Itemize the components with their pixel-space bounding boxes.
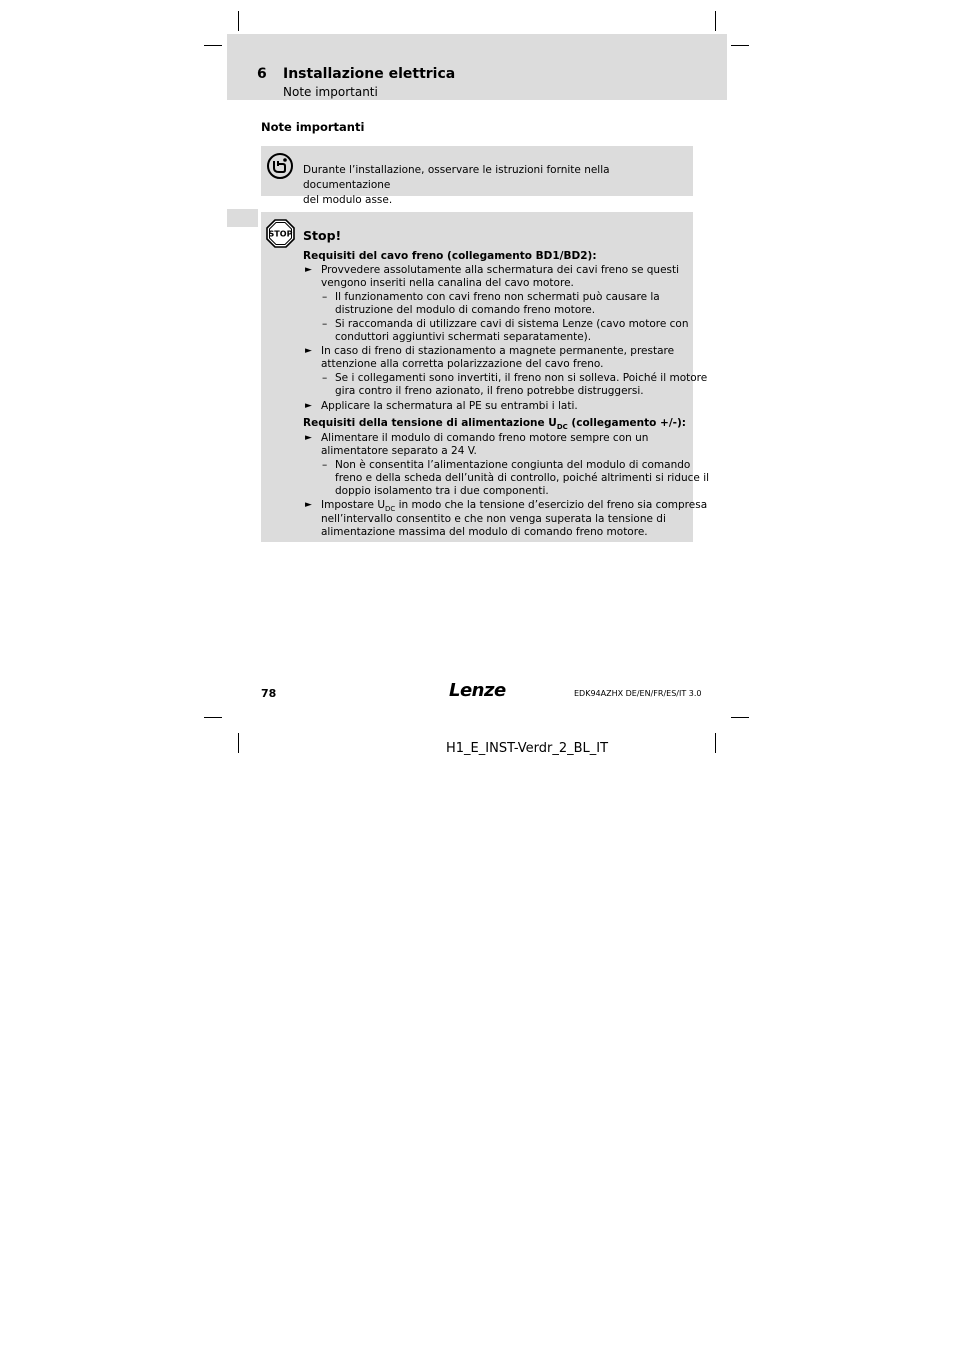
crop-mark xyxy=(715,733,716,753)
list-item-text: In caso di freno di stazionamento a magnete permanente, prestare xyxy=(321,345,675,357)
list-item-text: Applicare la schermatura al PE su entrambi i lati. xyxy=(321,400,578,412)
stop-title: Stop! xyxy=(303,228,342,243)
crop-mark xyxy=(731,717,749,718)
heading-text: Requisiti della tensione di alimentazione U xyxy=(303,417,557,429)
requirements-heading-brake-cable: Requisiti del cavo freno (collegamento BD1/BD2): xyxy=(303,250,597,262)
document-code: EDK94AZHX DE/EN/FR/ES/IT 3.0 xyxy=(574,689,702,698)
list-item-text: alimentatore separato a 24 V. xyxy=(321,445,477,457)
sub-item-text: Non è consentita l’alimentazione congiunta del modulo di comando xyxy=(335,459,691,471)
bullet-marker: ► xyxy=(305,433,312,443)
list-item-text: vengono inseriti nella canalina del cavo motore. xyxy=(321,277,574,289)
item-text: in modo che la tensione d’esercizio del freno sia compresa xyxy=(395,499,708,511)
dash-marker: – xyxy=(322,318,328,330)
crop-mark xyxy=(238,11,239,31)
bullet-marker: ► xyxy=(305,500,312,510)
crop-mark xyxy=(204,45,222,46)
sub-item-text: Si raccomanda di utilizzare cavi di sistema Lenze (cavo motore con xyxy=(335,318,689,330)
hand-pointing-info-icon xyxy=(266,152,294,180)
dash-marker: – xyxy=(322,291,328,303)
sub-item-text: doppio isolamento tra i due componenti. xyxy=(335,485,549,497)
sub-item-text: distruzione del modulo di comando freno motore. xyxy=(335,304,596,316)
list-item-text: attenzione alla corretta polarizzazione del cavo freno. xyxy=(321,358,604,370)
note-text xyxy=(303,163,683,208)
dash-marker: – xyxy=(322,459,328,471)
sub-item-text: freno e della scheda dell’unità di controllo, poiché altrimenti si riduce il xyxy=(335,472,710,484)
note-line: Durante l’installazione, osservare le istruzioni fornite nella documentazione xyxy=(303,164,610,191)
sub-item-text: gira contro il freno azionato, il freno potrebbe distruggersi. xyxy=(335,385,644,397)
note-line: del modulo asse. xyxy=(303,194,393,206)
chapter-subtitle: Note importanti xyxy=(283,85,378,99)
lenze-logo: Lenze xyxy=(449,680,506,701)
dash-marker: – xyxy=(322,372,328,384)
section-heading: Note importanti xyxy=(261,120,365,134)
bullet-marker: ► xyxy=(305,401,312,411)
list-item-text xyxy=(321,499,707,512)
crop-mark xyxy=(204,717,222,718)
item-text: Impostare U xyxy=(321,499,386,511)
requirements-heading-supply-voltage xyxy=(303,417,686,430)
crop-mark xyxy=(238,733,239,753)
job-code: H1_E_INST-Verdr_2_BL_IT xyxy=(446,741,609,756)
subscript: DC xyxy=(385,505,396,514)
sub-item-text: Se i collegamenti sono invertiti, il freno non si solleva. Poiché il motore xyxy=(335,372,708,384)
crop-mark xyxy=(731,45,749,46)
sub-item-text: conduttori aggiuntivi schermati separatamente). xyxy=(335,331,592,343)
bullet-marker: ► xyxy=(305,265,312,275)
crop-mark xyxy=(715,11,716,31)
stop-icon-text: STOP xyxy=(268,229,293,239)
list-item-text: Provvedere assolutamente alla schermatura dei cavi freno se questi xyxy=(321,264,680,276)
subscript: DC xyxy=(556,423,568,432)
list-item-text: nell’intervallo consentito e che non venga superata la tensione di xyxy=(321,513,666,525)
bullet-marker: ► xyxy=(305,346,312,356)
heading-text: (collegamento +/-): xyxy=(567,417,687,429)
list-item-text: Alimentare il modulo di comando freno motore sempre con un xyxy=(321,432,649,444)
list-item-text: alimentazione massima del modulo di comando freno motore. xyxy=(321,526,648,538)
chapter-title: Installazione elettrica xyxy=(283,66,456,82)
page-number: 78 xyxy=(261,687,277,700)
sub-item-text: Il funzionamento con cavi freno non schermati può causare la xyxy=(335,291,660,303)
side-tab xyxy=(227,209,258,227)
stop-sign-icon xyxy=(266,219,295,248)
chapter-number: 6 xyxy=(257,66,267,82)
